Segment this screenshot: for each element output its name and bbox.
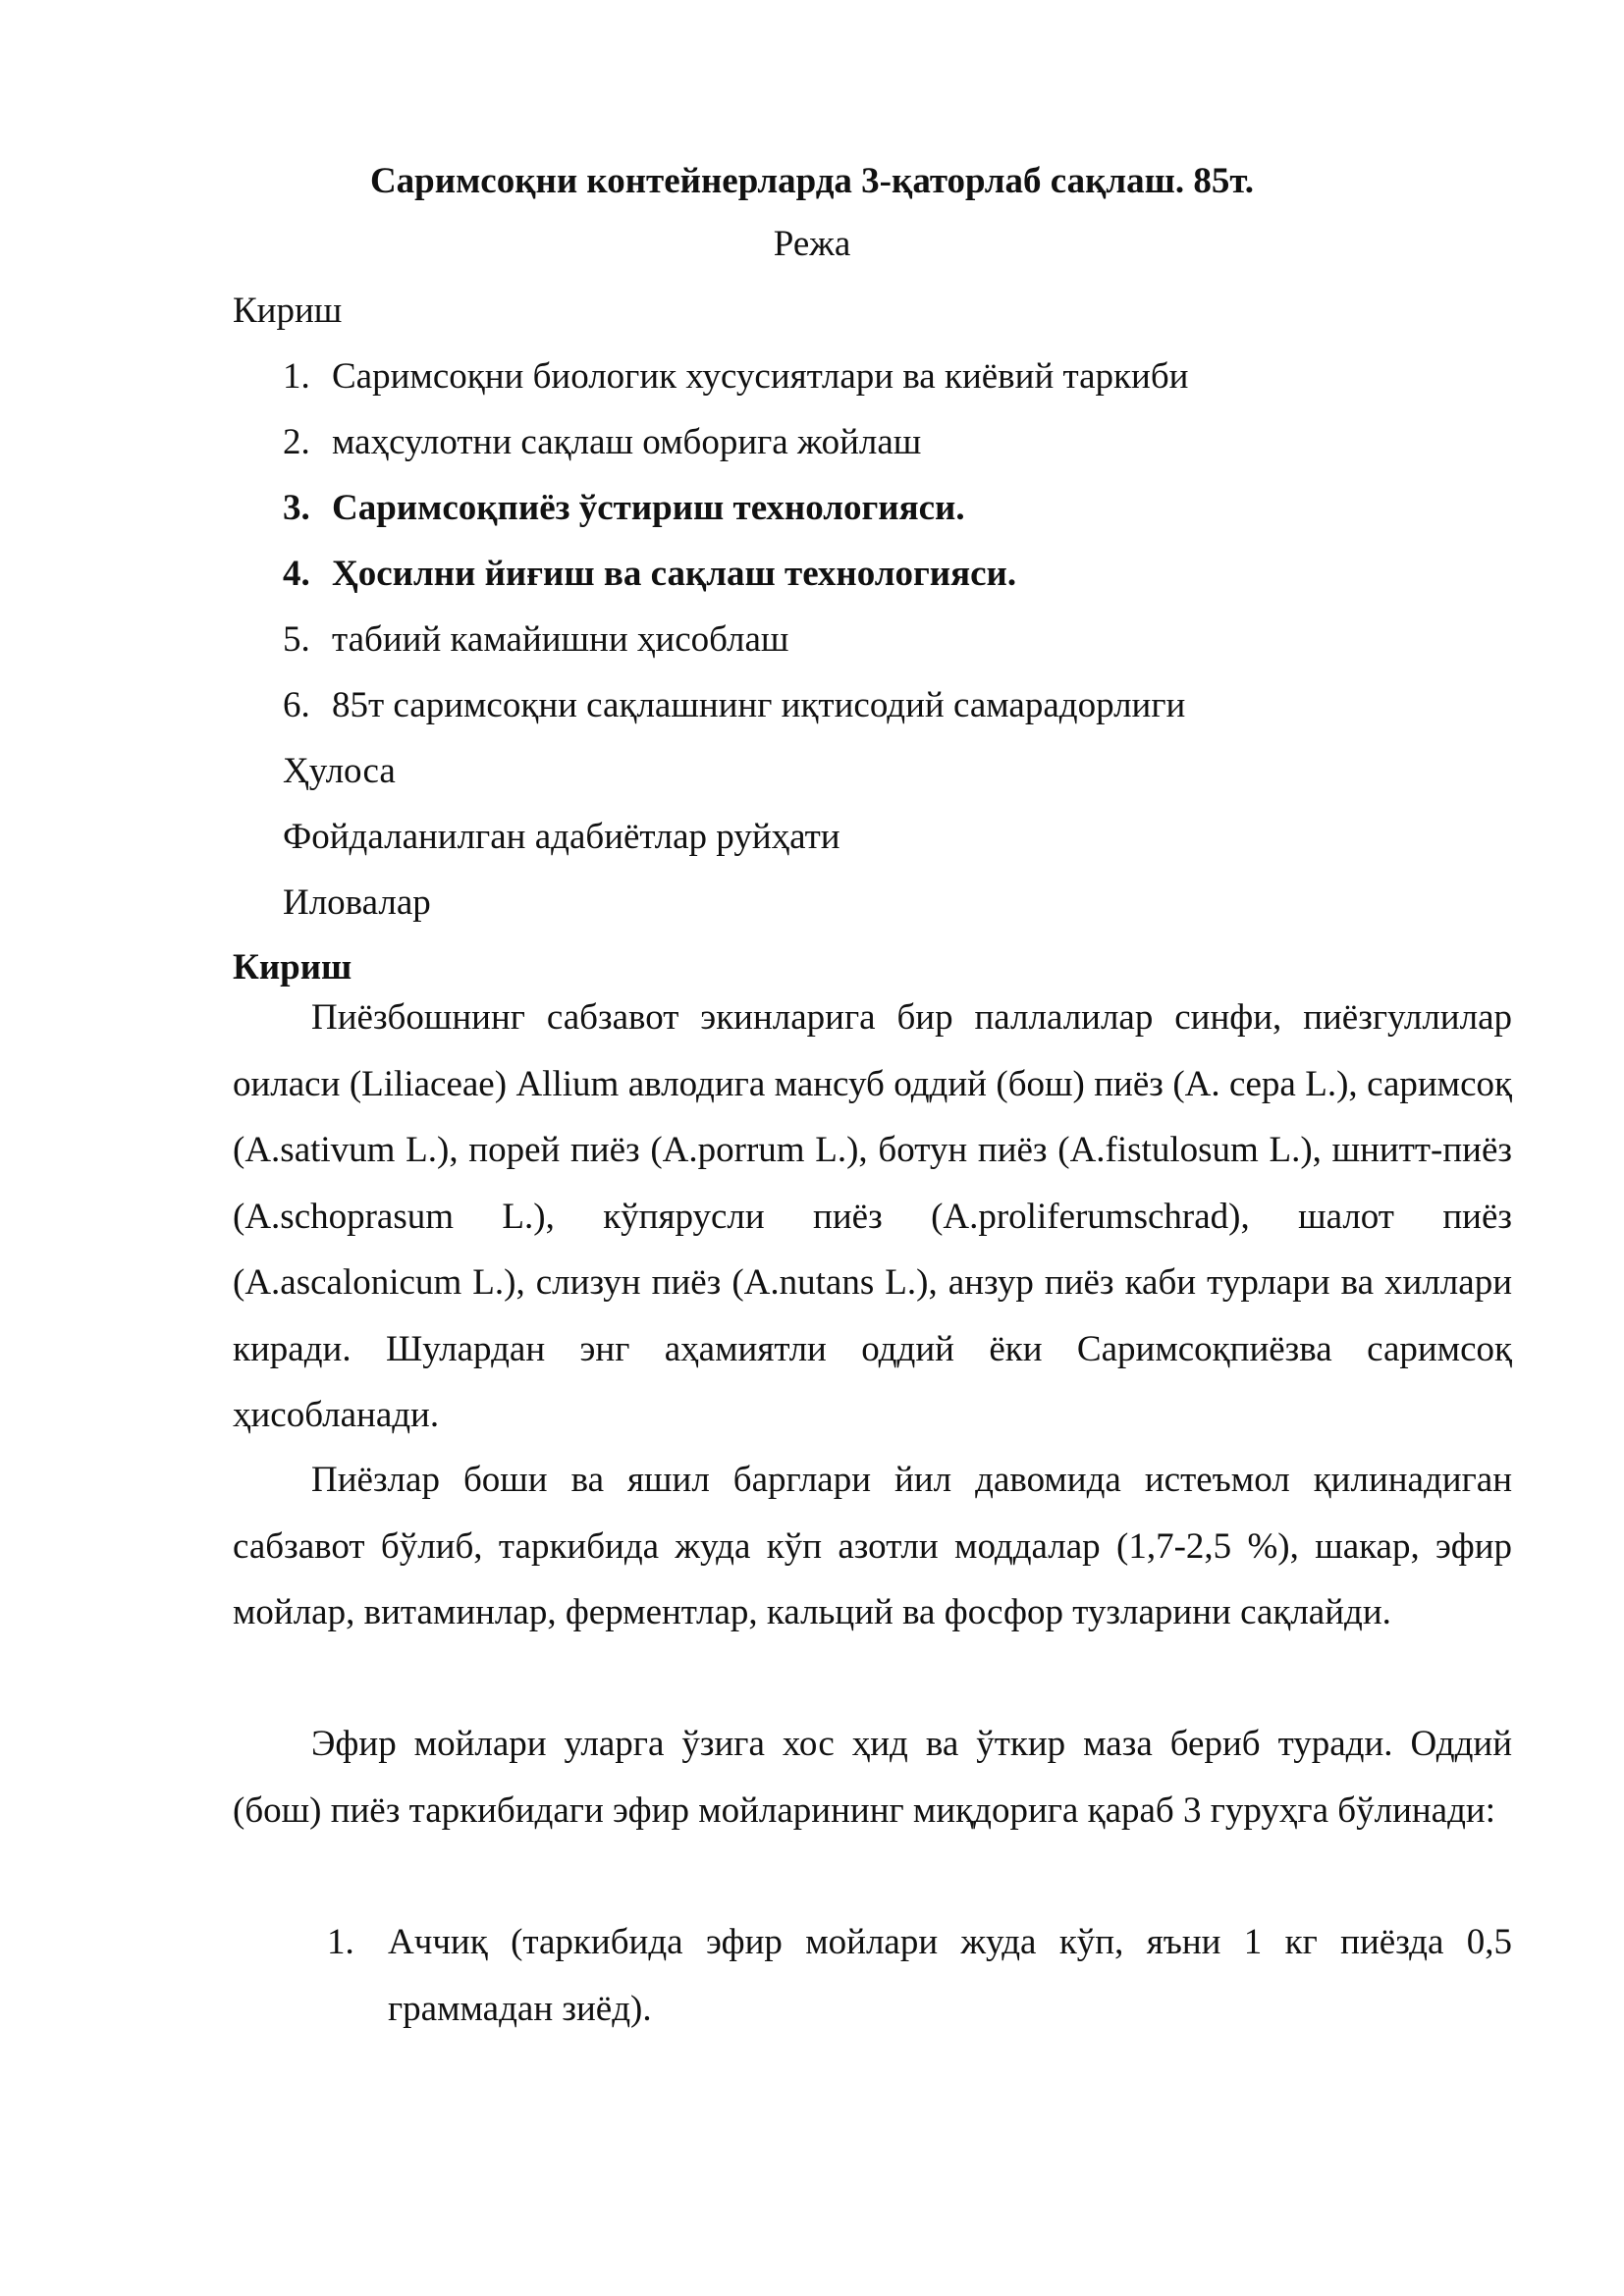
plan-item-text: Ҳосилни йиғиш ва сақлаш технологияси.	[332, 554, 1017, 594]
plan-item-number: 6.	[283, 685, 310, 725]
plan-appendices: Иловалар	[283, 882, 431, 923]
sublist-item-text: Аччиқ (таркибида эфир мойлари жуда кўп, яъни 1 кг пиёзда 0,5 граммадан зиёд).	[388, 1922, 1512, 2029]
plan-item-number: 1.	[283, 356, 310, 397]
plan-item-number: 4.	[283, 554, 310, 594]
body-paragraph: Пиёзбошнинг сабзавот экинларига бир паллалилар синфи, пиёзгуллилар оиласи (Liliaceae) Allium авлодига мансуб оддий (бош) пиёз (A. cepa L.), саримсоқ (A.sativum L.), порей пиёз (A.porrum L.), ботун пиёз (A.fistulosum L.), шнитт-пиёз (A.schoprasum L.), кўпярусли пиёз (A.proliferumschrad), шалот пиёз (A.ascalonicum L.), слизун пиёз (A.nutans L.), анзур пиёз каби турлари ва хиллари киради. Шулардан энг аҳамиятли оддий ёки Саримсоқпиёзва саримсоқ ҳисобланади.	[233, 997, 1512, 1435]
plan-conclusion: Ҳулоса	[283, 751, 396, 791]
body-paragraph: Эфир мойлари уларга ўзига хос ҳид ва ўткир маза бериб туради. Оддий (бош) пиёз таркибидаги эфир мойларининг миқдорига қараб 3 гуруҳга бўлинади:	[233, 1724, 1512, 1831]
plan-item	[283, 614, 788, 667]
plan-heading: Режа	[773, 224, 851, 264]
plan-item-number: 3.	[283, 488, 310, 528]
plan-item	[283, 548, 1016, 601]
plan-item-text: маҳсулотни сақлаш омборига жойлаш	[332, 422, 922, 462]
body-paragraph: Пиёзлар боши ва яшил барглари йил давомида истеъмол қилинадиган сабзавот бўлиб, таркибида жуда кўп азотли моддалар (1,7-2,5 %), шакар, эфир мойлар, витаминлар, ферментлар, кальций ва фосфор тузларини сақлайди.	[233, 1460, 1512, 1632]
plan-references: Фойдаланилган адабиётлар руйҳати	[283, 817, 840, 857]
plan-item	[283, 350, 1188, 403]
section-heading: Кириш	[233, 947, 352, 988]
plan-item-text: табиий камайишни ҳисоблаш	[332, 619, 789, 660]
plan-item-text: 85т саримсоқни сақлашнинг иқтисодий самарадорлиги	[332, 685, 1186, 725]
plan-item	[283, 679, 1185, 732]
plan-item-text: Саримсоқни биологик хусусиятлари ва киёвий таркиби	[332, 356, 1189, 397]
plan-item-number: 5.	[283, 619, 310, 660]
sublist-item-number: 1.	[327, 1922, 354, 1962]
plan-intro: Кириш	[233, 291, 343, 331]
document-title: Саримсоқни контейнерларда 3-қаторлаб сақлаш. 85т.	[369, 161, 1255, 201]
sublist-item	[329, 1909, 1512, 2042]
plan-item-text: Саримсоқпиёз ўстириш технологияси.	[332, 488, 965, 528]
plan-item	[283, 482, 965, 535]
plan-item-number: 2.	[283, 422, 310, 462]
plan-item	[283, 416, 921, 469]
